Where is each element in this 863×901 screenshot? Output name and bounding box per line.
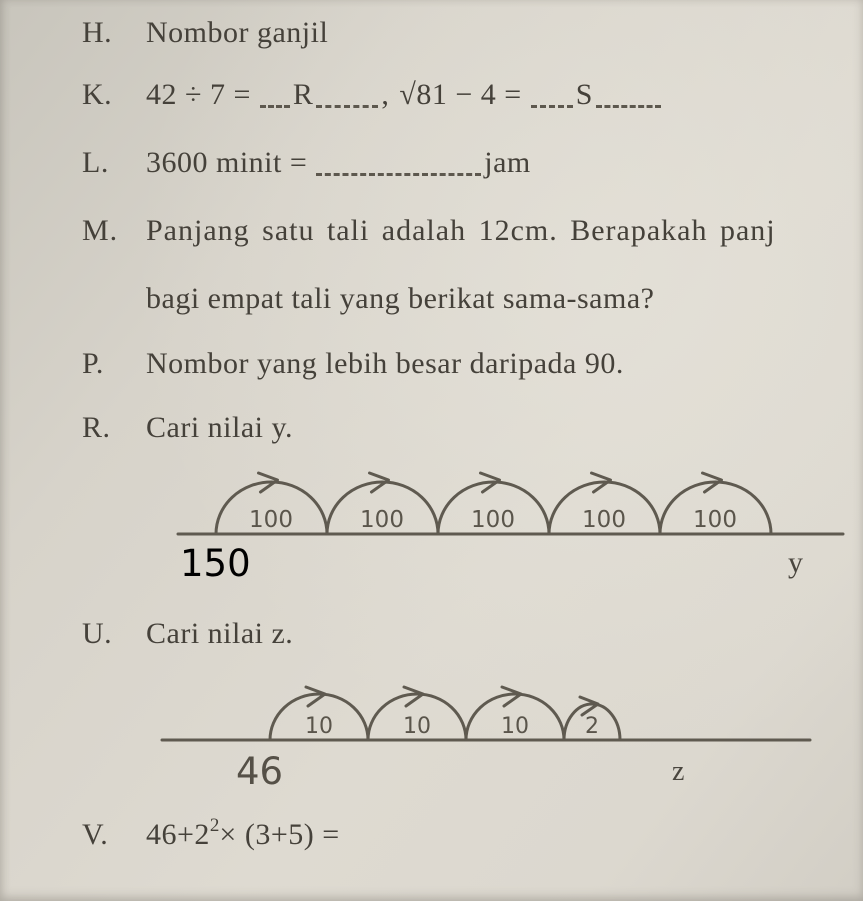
jump-label: 100 (249, 507, 293, 533)
question-u-text: Cari nilai z. (146, 617, 294, 650)
jump-arrow-icon (502, 687, 521, 706)
jump-label: 100 (471, 507, 515, 533)
question-u (82, 617, 293, 652)
jump-label: 10 (305, 714, 333, 739)
start-value-label: 46 (236, 750, 284, 793)
question-v-exponent: 2 (209, 815, 220, 836)
question-v-base: 46+2 (146, 818, 210, 851)
question-k-label: K. (82, 78, 113, 111)
question-l-label: L. (82, 146, 109, 179)
question-h-text: Nombor ganjil (146, 16, 329, 49)
end-variable-label: y (788, 546, 803, 579)
jump-label: 100 (582, 507, 626, 533)
end-variable-label: z (672, 756, 685, 787)
question-v-rest: × (3+5) = (219, 818, 340, 851)
question-m-label: M. (82, 214, 119, 247)
question-m-line1 (82, 214, 776, 249)
jump-label: 10 (403, 714, 431, 739)
answer-blank (316, 173, 481, 176)
jump-label: 100 (360, 507, 404, 533)
question-k (82, 78, 664, 113)
question-k-answer-2: S (575, 78, 593, 111)
question-r (82, 411, 293, 446)
question-m-text-1: Panjang satu tali adalah 12cm. Berapakah panj (146, 214, 776, 247)
number-line-z-diagram (148, 676, 848, 806)
jump-label: 2 (585, 714, 599, 739)
answer-blank (260, 105, 290, 108)
jump-arrow-icon (306, 687, 325, 706)
question-u-label: U. (82, 617, 113, 650)
question-m-line2 (146, 282, 654, 317)
question-p (82, 347, 624, 382)
question-v-label: V. (82, 818, 109, 851)
question-h-label: H. (82, 16, 113, 49)
question-m-text-2: bagi empat tali yang berikat sama-sama? (146, 282, 655, 315)
start-value-label: 150 (180, 542, 251, 585)
question-v (82, 815, 340, 853)
jump-label: 100 (693, 507, 737, 533)
question-r-label: R. (82, 411, 111, 444)
answer-blank (596, 105, 661, 108)
question-k-answer-1: R (292, 78, 314, 111)
question-r-text: Cari nilai y. (146, 411, 294, 444)
answer-blank (531, 105, 573, 108)
question-k-separator: , (381, 78, 390, 111)
question-k-expression-2: √81 − 4 = (399, 78, 522, 111)
question-p-text: Nombor yang lebih besar daripada 90. (146, 347, 624, 380)
number-line-y-diagram (148, 452, 848, 592)
question-l-unit: jam (484, 146, 531, 179)
question-l-expression: 3600 minit = (146, 146, 308, 179)
question-k-expression-1: 42 ÷ 7 = (146, 78, 251, 111)
question-p-label: P. (82, 347, 104, 380)
answer-blank (316, 105, 378, 108)
jump-label: 10 (501, 714, 529, 739)
question-l (82, 146, 531, 181)
jump-arrow-icon (404, 687, 423, 706)
question-h (82, 16, 328, 51)
